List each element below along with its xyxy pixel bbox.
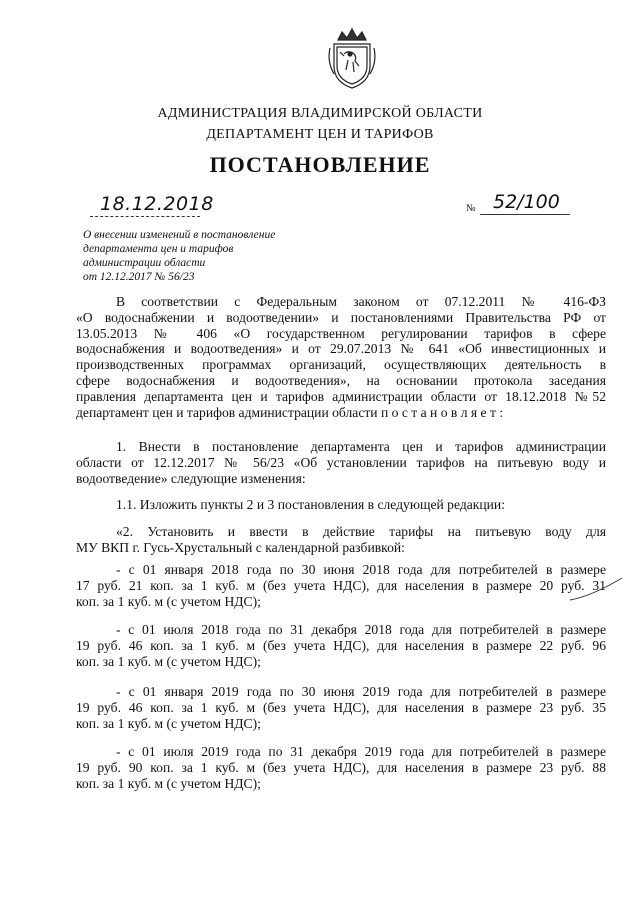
text-line: - с 01 июля 2019 года по 31 декабря 2019 года для потребителей в размере — [116, 744, 606, 759]
document-subject — [83, 228, 323, 284]
subject-line: администрации области — [83, 257, 206, 269]
clause-2-paragraph — [76, 524, 606, 556]
text-line: «2. Установить и ввести в действие тарифы на питьевую воду для — [116, 524, 606, 539]
text-line: МУ ВКП г. Гусь-Хрустальный с календарной разбивкой: — [76, 539, 405, 555]
text-line: 19 руб. 46 коп. за 1 куб. м (без учета НДС), для населения в размере 23 руб. 35 — [76, 699, 606, 715]
subject-line: от 12.12.2017 № 56/23 — [83, 271, 195, 283]
document-number: 52/100 — [493, 191, 560, 213]
tariff-item — [76, 562, 606, 609]
document-date: 18.12.2018 — [100, 193, 214, 215]
subject-line: О внесении изменений в постановление — [83, 229, 276, 241]
text-line: 1.1. Изложить пункты 2 и 3 постановления в следующей редакции: — [116, 497, 505, 512]
text-line: водоснабжения и водоотведения» и от 29.07.2013 № 641 «Об инвестиционных и — [76, 341, 606, 357]
text-line: коп. за 1 куб. м (с учетом НДС); — [76, 653, 261, 669]
text-line: коп. за 1 куб. м (с учетом НДС); — [76, 775, 261, 791]
subject-line: департамента цен и тарифов — [83, 243, 234, 255]
text-line: - с 01 июля 2018 года по 31 декабря 2018 года для потребителей в размере — [116, 622, 606, 637]
pen-stroke-mark — [568, 574, 624, 604]
number-underline — [480, 214, 570, 215]
text-line: - с 01 января 2018 года по 30 июня 2018 года для потребителей в размере — [116, 562, 606, 577]
clause-1-paragraph — [76, 439, 606, 486]
tariff-item — [76, 744, 606, 791]
number-label: № — [466, 203, 476, 214]
text-line: правления департамента цен и тарифов администрации области от 18.12.2018 №52 — [76, 388, 606, 404]
text-line: - с 01 января 2019 года по 30 июня 2019 года для потребителей в размере — [116, 684, 606, 699]
text-line: 1. Внести в постановление департамента цен и тарифов администрации — [116, 439, 606, 454]
text-line: сфере водоснабжения и водоотведения», на основании протокола заседания — [76, 372, 606, 388]
text-line: В соответствии с Федеральным законом от 07.12.2011 № 416-ФЗ — [116, 294, 606, 309]
text-line: 19 руб. 90 коп. за 1 куб. м (без учета НДС), для населения в размере 23 руб. 88 — [76, 759, 606, 775]
text-line: производственных программах организаций, осуществляющих деятельность в — [76, 357, 606, 373]
text-line: 17 руб. 21 коп. за 1 куб. м (без учета НДС), для населения в размере 20 руб. 31 — [76, 577, 606, 593]
text-line: коп. за 1 куб. м (с учетом НДС); — [76, 593, 261, 609]
text-line: области от 12.12.2017 № 56/23 «Об установлении тарифов на питьевую воду и — [76, 454, 606, 470]
department-name: ДЕПАРТАМЕНТ ЦЕН И ТАРИФОВ — [206, 127, 434, 142]
text-line: 19 руб. 46 коп. за 1 куб. м (без учета НДС), для населения в размере 22 руб. 96 — [76, 637, 606, 653]
text-line: департамент цен и тарифов администрации области п о с т а н о в л я е т : — [76, 404, 504, 420]
date-underline — [90, 216, 200, 217]
org-name: АДМИНИСТРАЦИЯ ВЛАДИМИРСКОЙ ОБЛАСТИ — [157, 106, 483, 121]
text-line: 13.05.2013 № 406 «О государственном регулировании тарифов в сфере — [76, 325, 606, 341]
coat-of-arms-icon — [326, 26, 378, 90]
tariff-item — [76, 622, 606, 669]
document-title: ПОСТАНОВЛЕНИЕ — [209, 152, 431, 177]
text-line: водоотведение» следующие изменения: — [76, 470, 306, 486]
tariff-item — [76, 684, 606, 731]
clause-1-1-paragraph — [76, 497, 606, 513]
preamble-paragraph — [76, 294, 606, 420]
text-line: коп. за 1 куб. м (с учетом НДС); — [76, 715, 261, 731]
text-line: «О водоснабжении и водоотведении» и постановлениями Правительства РФ от — [76, 309, 606, 325]
